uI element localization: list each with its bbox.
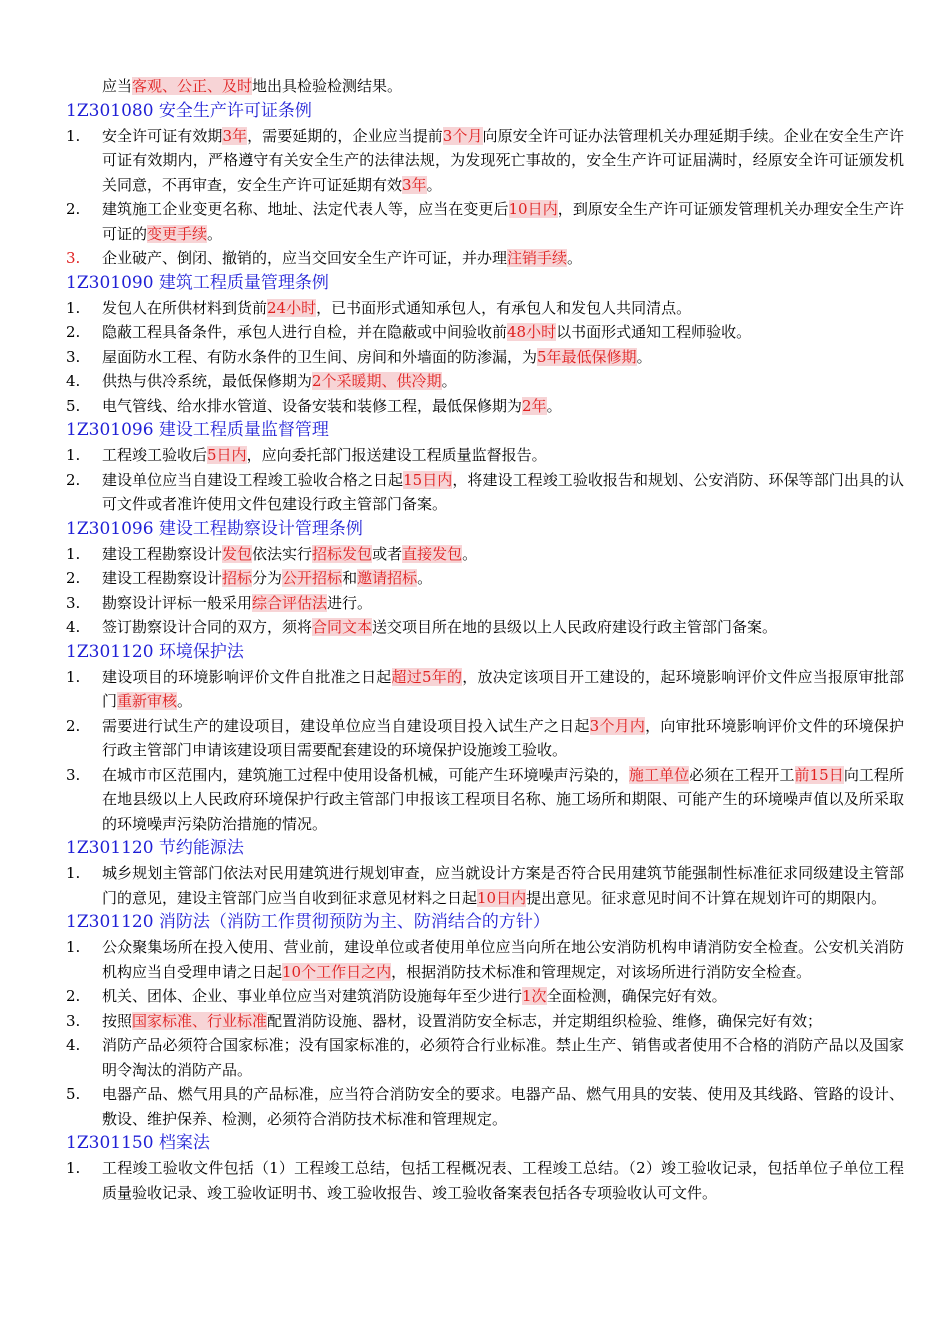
list-item-number: 3. [66, 593, 81, 612]
text-run: 。 [546, 396, 562, 415]
text-run: 机关、团体、企业、事业单位应当对建筑消防设施每年至少进行 [102, 987, 523, 1005]
text-run: ，到原安全生产许可证颁发管理机关办理安全生产许可证的 [102, 200, 904, 243]
section-heading: 1Z301150 档案法 [66, 1133, 210, 1153]
list-item-number: 2. [66, 569, 81, 587]
section-heading: 1Z301090 建筑工程质量管理条例 [66, 272, 329, 293]
list-item-number: 1. [66, 1159, 81, 1177]
list-item-text [102, 124, 904, 198]
section-heading: 1Z301120 节约能源法 [66, 838, 244, 858]
text-run: 建设工程勘察设计 [102, 544, 223, 563]
list-item-text [102, 443, 904, 468]
list-item [66, 861, 904, 910]
list-item-text [102, 197, 904, 246]
text-run: 勘察设计评标一般采用 [102, 593, 253, 612]
list-item-number: 1. [66, 938, 81, 956]
text-run: 电器产品、燃气用具的产品标准，应当符合消防安全的要求。电器产品、燃气用具的安装、使用及其线路、管路的设计、敷设、维护保养、检测，必须符合消防技术标准和管理规定。 [102, 1085, 904, 1128]
list-item-text [102, 1156, 904, 1205]
lead-paragraph [66, 74, 904, 99]
text-run: 。 [426, 175, 442, 194]
list-item-text [102, 615, 904, 640]
text-run: 全面检测，确保完好有效。 [546, 987, 727, 1005]
highlighted-text: 注销手续 [507, 249, 568, 267]
text-run: 提出意见。征求意见时间不计算在规划许可的期限内。 [526, 888, 887, 907]
list-item [66, 468, 904, 517]
text-run: 按照 [102, 1011, 133, 1030]
list-item-number: 4. [66, 618, 81, 636]
section-list [66, 296, 904, 419]
list-item-text [102, 1033, 904, 1082]
text-run: 签订勘察设计合同的双方，须将 [102, 618, 313, 636]
list-item-number: 4. [66, 1036, 81, 1054]
highlighted-text: 5年最低保修期 [537, 347, 637, 366]
text-run: ，已书面形式通知承包人，有承包人和发包人共同清点。 [316, 298, 692, 317]
text-run: 进行。 [327, 593, 373, 612]
text-run: 工程竣工验收文件包括（1）工程竣工总结，包括工程概况表、工程竣工总结。（2）竣工验收记录，包括单位子单位工程质量验收记录、竣工验收证明书、竣工验收报告、竣工验收备案表包括各专项验收认可文件。 [102, 1159, 904, 1202]
list-item-number: 1. [66, 667, 81, 686]
highlighted-text: 5日内 [207, 446, 247, 464]
highlighted-text: 2年 [522, 396, 547, 415]
list-item-text [102, 714, 904, 763]
highlighted-text: 合同文本 [312, 618, 373, 636]
section-list [66, 124, 904, 271]
list-item-text [102, 984, 904, 1009]
text-run: 消防产品必须符合国家标准；没有国家标准的，必须符合行业标准。禁止生产、销售或者使用不合格的消防产品以及国家明令淘汰的消防产品。 [102, 1036, 904, 1079]
highlighted-text: 24小时 [267, 298, 317, 317]
list-item [66, 394, 904, 419]
text-run: 安全许可证有效期 [102, 126, 223, 145]
text-run: 。 [462, 544, 478, 563]
text-run: 或者 [372, 544, 403, 563]
list-item-text [102, 345, 904, 370]
list-item-text [102, 320, 904, 345]
list-item-text [102, 763, 904, 837]
list-item-text [102, 468, 904, 517]
highlighted-text: 客观、公正、及时 [132, 77, 253, 95]
text-run: 向工程所在地县级以上人民政府环境保护行政主管部门申报该工程项目名称、施工场所和期限、可能产生的环境噪声值以及所采取的环境噪声污染防治措施的情况。 [102, 765, 904, 833]
highlighted-text: 招标发包 [312, 544, 373, 563]
highlighted-text: 变更手续 [147, 224, 208, 243]
list-item-text [102, 1009, 904, 1034]
highlighted-text: 10日内 [508, 200, 558, 218]
highlighted-text: 邀请招标 [357, 569, 418, 587]
section-heading: 1Z301080 安全生产许可证条例 [66, 100, 312, 121]
section-list [66, 542, 904, 640]
highlighted-text: 发包 [222, 544, 253, 563]
list-item-number: 2. [66, 716, 81, 735]
list-item-number: 5. [66, 396, 81, 415]
text-run: ，需要延期的，企业应当提前 [247, 126, 443, 145]
list-item [66, 591, 904, 616]
list-item [66, 1009, 904, 1034]
list-item-text [102, 246, 904, 271]
text-run: ，根据消防技术标准和管理规定，对该场所进行消防安全检查。 [391, 962, 812, 981]
section-heading: 1Z301120 消防法（消防工作贯彻预防为主、防消结合的方针） [66, 912, 550, 932]
section-list [66, 861, 904, 910]
text-run: 分为 [252, 569, 283, 587]
highlighted-text: 公开招标 [282, 569, 343, 587]
list-item-number: 2. [66, 200, 81, 218]
text-run: 以书面形式通知工程师验收。 [556, 323, 752, 341]
highlighted-text: 超过5年的 [391, 667, 463, 686]
text-run: 应当 [102, 77, 133, 95]
list-item-number: 2. [66, 470, 81, 489]
section-heading: 1Z301096 建设工程质量监督管理 [66, 420, 329, 440]
text-run: 屋面防水工程、有防水条件的卫生间、房间和外墙面的防渗漏，为 [102, 347, 538, 366]
text-run: 和 [342, 569, 358, 587]
list-item [66, 246, 904, 271]
text-run: 隐蔽工程具备条件，承包人进行自检，并在隐蔽或中间验收前 [102, 323, 508, 341]
highlighted-text: 前15日 [794, 765, 844, 784]
list-item-number: 5. [66, 1085, 81, 1103]
text-run: 必须在工程开工 [689, 765, 795, 784]
highlighted-text: 直接发包 [402, 544, 463, 563]
list-item-number: 1. [66, 298, 81, 317]
highlighted-text: 2个采暖期、供冷期 [312, 372, 442, 390]
list-item-text [102, 1082, 904, 1131]
list-item [66, 665, 904, 714]
text-run: 电气管线、给水排水管道、设备安装和装修工程，最低保修期为 [102, 396, 523, 415]
text-run: 在城市市区范围内，建筑施工过程中使用设备机械，可能产生环境噪声污染的， [102, 765, 629, 784]
list-item [66, 615, 904, 640]
sections-container [66, 99, 904, 1206]
list-item-number: 2. [66, 987, 81, 1005]
text-run: 配置消防设施、器材，设置消防安全标志，并定期组织检验、维修，确保完好有效； [267, 1011, 823, 1030]
list-item [66, 369, 904, 394]
list-item [66, 566, 904, 591]
list-item-text [102, 542, 904, 567]
text-run: 送交项目所在地的县级以上人民政府建设行政主管部门备案。 [372, 618, 778, 636]
list-item [66, 1033, 904, 1082]
list-item-text [102, 369, 904, 394]
section-list [66, 1156, 904, 1205]
list-item-number: 3. [66, 765, 81, 784]
list-item [66, 935, 904, 984]
text-run: 城乡规划主管部门依法对民用建筑进行规划审查，应当就设计方案是否符合民用建筑节能强制性标准征求同级建设主管部门的意见，建设主管部门应当自收到征求意见材料之日起 [102, 864, 904, 907]
list-item [66, 443, 904, 468]
list-item-text [102, 591, 904, 616]
text-run: 供热与供冷系统，最低保修期为 [102, 372, 313, 390]
list-item-number: 1. [66, 126, 81, 145]
text-run: ，向审批环境影响评价文件的环境保护行政主管部门申请该建设项目需要配套建设的环境保护设施竣工验收。 [102, 716, 904, 759]
list-item [66, 124, 904, 198]
text-run: 建筑施工企业变更名称、地址、法定代表人等，应当在变更后 [102, 200, 509, 218]
list-item [66, 296, 904, 321]
list-item [66, 1156, 904, 1205]
text-run: 企业破产、倒闭、撤销的，应当交回安全生产许可证，并办理 [102, 249, 508, 267]
text-run: 。 [177, 692, 193, 710]
highlighted-text: 10日内 [477, 888, 527, 907]
list-item [66, 763, 904, 837]
text-run: ，放决定该项目开工建设的，起环境影响评价文件应当报原审批部门 [102, 667, 904, 710]
text-run: 工程竣工验收后 [102, 446, 208, 464]
section-list [66, 443, 904, 517]
list-item [66, 320, 904, 345]
highlighted-text: 施工单位 [628, 765, 690, 784]
list-item-text [102, 394, 904, 419]
highlighted-text: 3个月内 [589, 716, 646, 735]
list-item-number: 3. [66, 347, 81, 366]
highlighted-text: 3年 [402, 175, 427, 194]
highlighted-text: 15日内 [403, 470, 453, 489]
text-run: 发包人在所供材料到货前 [102, 298, 268, 317]
highlighted-text: 1次 [522, 987, 547, 1005]
section-heading: 1Z301120 环境保护法 [66, 641, 244, 662]
highlighted-text: 招标 [222, 569, 253, 587]
highlighted-text: 3年 [222, 126, 248, 145]
list-item [66, 1082, 904, 1131]
list-item-number: 4. [66, 372, 81, 390]
text-run: 建设项目的环境影响评价文件自批准之日起 [102, 667, 392, 686]
list-item [66, 345, 904, 370]
list-item [66, 714, 904, 763]
list-item-number: 3. [66, 1011, 81, 1030]
text-run: 公众聚集场所在投入使用、营业前，建设单位或者使用单位应当向所在地公安消防机构申请消防安全检查。公安机关消防机构应当自受理申请之日起 [102, 938, 904, 981]
text-run: 地出具检验检测结果。 [252, 77, 403, 95]
highlighted-text: 综合评估法 [252, 593, 328, 612]
list-item [66, 984, 904, 1009]
section-list [66, 665, 904, 837]
list-item-text [102, 935, 904, 984]
text-run: 建设单位应当自建设工程竣工验收合格之日起 [102, 470, 404, 489]
section-list [66, 935, 904, 1131]
list-item-text [102, 861, 904, 910]
text-run: 需要进行试生产的建设项目，建设单位应当自建设项目投入试生产之日起 [102, 716, 590, 735]
list-item-text [102, 566, 904, 591]
text-run: 依法实行 [252, 544, 313, 563]
list-item-number: 3. [66, 249, 81, 267]
text-run: 建设工程勘察设计 [102, 569, 223, 587]
text-run: 。 [441, 372, 457, 390]
highlighted-text: 10个工作日之内 [282, 962, 392, 981]
text-run: ，将建设工程竣工验收报告和规划、公安消防、环保等部门出具的认可文件或者准许使用文件包建设行政主管部门备案。 [102, 470, 904, 513]
text-run: 。 [567, 249, 583, 267]
text-run: 。 [207, 224, 223, 243]
highlighted-text: 3个月 [442, 126, 483, 145]
list-item-number: 1. [66, 864, 81, 882]
text-run: 。 [417, 569, 433, 587]
list-item-text [102, 665, 904, 714]
list-item [66, 197, 904, 246]
list-item-text [102, 296, 904, 321]
text-run: 。 [636, 347, 652, 366]
list-item-number: 1. [66, 544, 81, 563]
list-item-number: 2. [66, 323, 81, 341]
text-run: 向原安全许可证办法管理机关办理延期手续。企业在安全生产许可证有效期内，严格遵守有关安全生产的法律法规，为发现死亡事故的，安全生产许可证届满时，经原安全许可证颁发机关同意，不再审查，安全生产许可证延期有效 [102, 126, 904, 194]
highlighted-text: 48小时 [507, 323, 557, 341]
section-heading: 1Z301096 建设工程勘察设计管理条例 [66, 518, 363, 539]
list-item-number: 1. [66, 446, 81, 464]
highlighted-text: 重新审核 [117, 692, 178, 710]
highlighted-text: 国家标准、行业标准 [132, 1011, 268, 1030]
text-run: ，应向委托部门报送建设工程质量监督报告。 [246, 446, 547, 464]
list-item [66, 542, 904, 567]
